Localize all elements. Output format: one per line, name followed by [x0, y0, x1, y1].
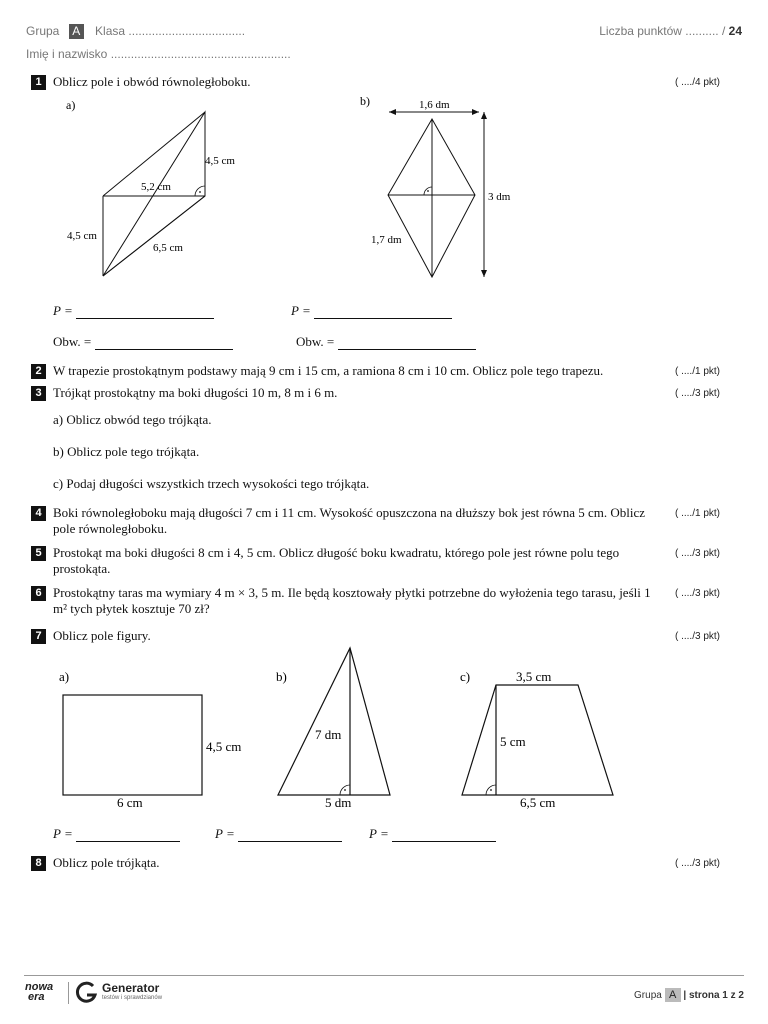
- fig1-b-height: 3 dm: [488, 191, 511, 203]
- task-number: 8: [31, 856, 46, 871]
- task-points: ( ..../3 pkt): [674, 858, 720, 869]
- fig1-a-height: 5,2 cm: [141, 181, 171, 193]
- task-number: 7: [31, 629, 46, 644]
- task7-figures: [55, 645, 595, 815]
- name-label: Imię i nazwisko ......................................................: [26, 47, 291, 61]
- answer-label: P =: [53, 303, 73, 318]
- answer-area-a-obw: [53, 334, 233, 350]
- points-label: Liczba punktów .......... /: [599, 24, 726, 38]
- arrow-up-icon: [481, 112, 487, 119]
- footer-divider: [24, 975, 744, 976]
- answer-line[interactable]: [238, 829, 342, 842]
- answer-line[interactable]: [392, 829, 496, 842]
- task-text: Prostokąt ma boki długości 8 cm i 4, 5 cm. Oblicz długość boku kwadratu, którego pole jest równe polu tego prostokąta.: [53, 545, 620, 576]
- footer-grupa-label: Grupa: [634, 990, 662, 1001]
- task-points: ( ..../3 pkt): [674, 388, 720, 399]
- answer-label: P =: [369, 826, 389, 841]
- generator-subtitle: testów i sprawdzianów: [102, 995, 163, 1001]
- logo-text: era: [28, 991, 45, 1003]
- fig1-a-side-right: 4,5 cm: [205, 155, 235, 167]
- logo-text: nowa: [25, 981, 54, 993]
- grupa-badge: A: [69, 24, 84, 39]
- right-angle-dot: [344, 789, 346, 791]
- answer-label: P =: [291, 303, 311, 318]
- fig7-b-label: b): [276, 669, 287, 684]
- task-points: ( ..../1 pkt): [674, 366, 720, 377]
- task-number: 2: [31, 364, 46, 379]
- answer-line[interactable]: [76, 829, 180, 842]
- answer-label: Obw. =: [296, 334, 335, 349]
- task-number: 4: [31, 506, 46, 521]
- task-number: 6: [31, 586, 46, 601]
- points-total: 24: [728, 24, 742, 38]
- answer-line[interactable]: [76, 306, 214, 319]
- arrow-left-icon: [389, 109, 396, 115]
- nowa-era-logo: [25, 982, 65, 1002]
- footer-grupa-badge: A: [665, 988, 681, 1002]
- task-points: ( ..../3 pkt): [674, 548, 720, 559]
- fig7-c-label: c): [460, 669, 471, 684]
- points-header: [599, 24, 742, 38]
- task3-sub-b: b) Oblicz pole tego trójkąta.: [53, 444, 200, 459]
- answer-line[interactable]: [314, 306, 452, 319]
- answer-line[interactable]: [338, 337, 476, 350]
- task-text: W trapezie prostokątnym podstawy mają 9 cm i 15 cm, a ramiona 8 cm i 10 cm. Oblicz pole tego trapezu.: [53, 363, 604, 378]
- task-points: ( ..../3 pkt): [674, 631, 720, 642]
- answer-area-a: [53, 303, 214, 319]
- task1-figures: [55, 92, 511, 292]
- task-points: ( ..../4 pkt): [674, 77, 720, 88]
- page-number: | strona 1 z 2: [683, 990, 744, 1001]
- fig7-a-label: a): [59, 669, 70, 684]
- answer-label: P =: [53, 826, 73, 841]
- answer-label: P =: [215, 826, 235, 841]
- grupa-label: Grupa: [26, 24, 60, 38]
- fig1-a-base: 6,5 cm: [153, 242, 183, 254]
- right-angle-dot: [490, 789, 492, 791]
- generator-title: Generator: [102, 981, 160, 995]
- logo-separator: [68, 982, 69, 1004]
- fig1-a-side-left: 4,5 cm: [67, 230, 97, 242]
- task-points: ( ..../1 pkt): [674, 508, 720, 519]
- header-grupa: [26, 24, 245, 39]
- right-angle-mark: [195, 186, 205, 196]
- answer-line[interactable]: [95, 337, 233, 350]
- right-angle-dot: [199, 191, 201, 193]
- answer-area-b-obw: [296, 334, 476, 350]
- rectangle-shape: [63, 695, 202, 795]
- klasa-label: Klasa ...................................: [95, 24, 246, 38]
- arrow-down-icon: [481, 270, 487, 277]
- task-number: 5: [31, 546, 46, 561]
- task-text: Prostokątny taras ma wymiary 4 m × 3, 5 m. Ile będą kosztowały płytki potrzebne do wyłożenia tego tarasu, jeśli 1 m² tych płytek kosztuje 70 zł?: [53, 585, 651, 616]
- fig7-c-base: 6,5 cm: [520, 795, 556, 810]
- task-number: 3: [31, 386, 46, 401]
- fig7-b-height: 7 dm: [315, 727, 342, 742]
- task-points: ( ..../3 pkt): [674, 588, 720, 599]
- task-text: Boki równoległoboku mają długości 7 cm i 11 cm. Wysokość opuszczona na dłuższy bok jest równa 5 cm. Oblicz pole równoległoboku.: [53, 505, 646, 536]
- fig7-a-height: 4,5 cm: [206, 739, 242, 754]
- fig7-c-height: 5 cm: [500, 734, 526, 749]
- generator-logo: [102, 981, 162, 1001]
- fig1-b-label: b): [360, 94, 370, 108]
- footer-page-info: [634, 988, 744, 1002]
- answer-label: Obw. =: [53, 334, 92, 349]
- parallelogram-bottom: [103, 196, 205, 276]
- triangle-shape: [278, 648, 390, 795]
- right-angle-dot: [427, 190, 429, 192]
- arrow-right-icon: [472, 109, 479, 115]
- task3-sub-a: a) Oblicz obwód tego trójkąta.: [53, 412, 212, 427]
- fig7-c-top: 3,5 cm: [516, 669, 552, 684]
- generator-g-icon: [76, 981, 98, 1005]
- fig7-a-base: 6 cm: [117, 795, 143, 810]
- task-text: Oblicz pole figury.: [53, 628, 151, 643]
- answer-area-7a: [53, 826, 180, 842]
- task3-sub-c: c) Podaj długości wszystkich trzech wysokości tego trójkąta.: [53, 476, 370, 491]
- fig1-b-width: 1,6 dm: [419, 99, 450, 111]
- fig1-a-label: a): [66, 98, 76, 112]
- trapezoid-shape: [462, 685, 613, 795]
- answer-area-b: [291, 303, 452, 319]
- fig1-b-side: 1,7 dm: [371, 234, 402, 246]
- fig7-b-base: 5 dm: [325, 795, 352, 810]
- task-text: Trójkąt prostokątny ma boki długości 10 m, 8 m i 6 m.: [53, 385, 338, 400]
- task-text: Oblicz pole i obwód równoległoboku.: [53, 74, 251, 89]
- task-number: 1: [31, 75, 46, 90]
- answer-area-7b: [215, 826, 342, 842]
- answer-area-7c: [369, 826, 496, 842]
- task-text: Oblicz pole trójkąta.: [53, 855, 160, 870]
